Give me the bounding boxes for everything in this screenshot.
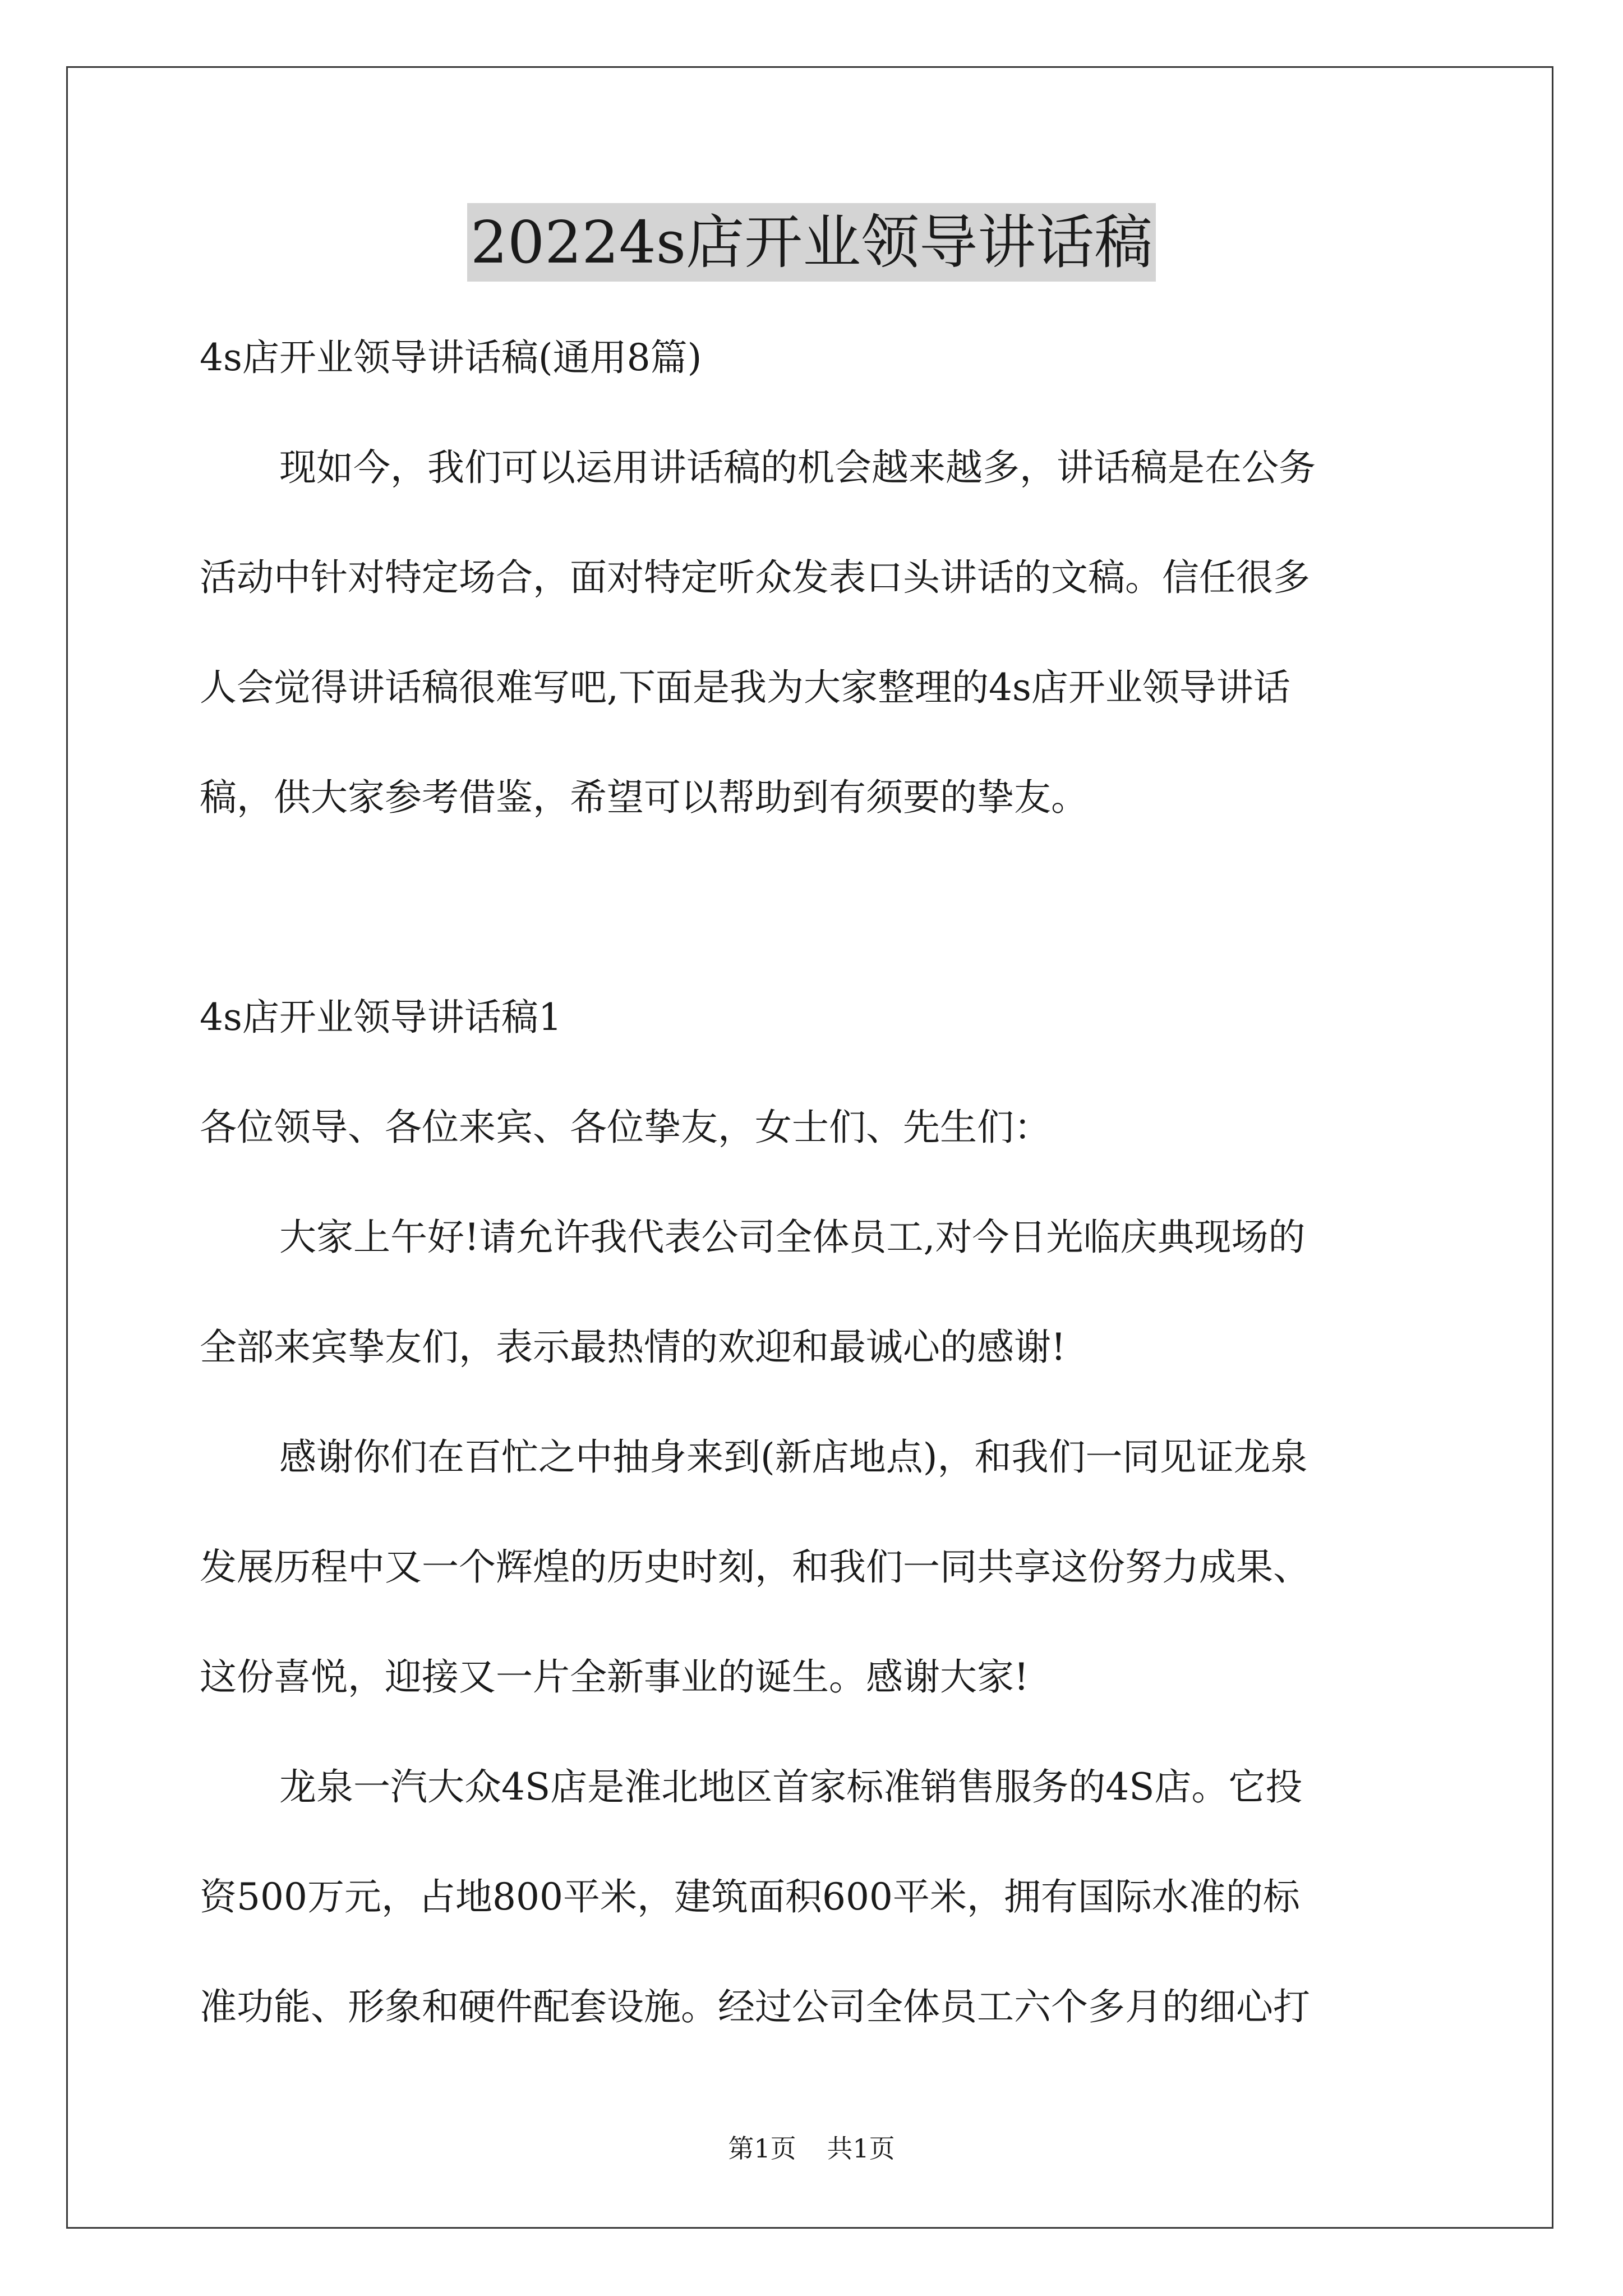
page-footer: [0, 2132, 1623, 2165]
paragraph-line: 这份喜悦，迎接又一片全新事业的诞生。感谢大家!: [200, 1655, 1029, 1699]
intro-line: 现如今，我们可以运用讲话稿的机会越来越多，讲话稿是在公务: [279, 446, 1316, 489]
intro-line: 活动中针对特定场合，面对特定听众发表口头讲话的文稿。信任很多: [200, 556, 1310, 599]
paragraph-line: 大家上午好!请允许我代表公司全体员工,对今日光临庆典现场的: [279, 1216, 1306, 1259]
paragraph-line: 发展历程中又一个辉煌的历史时刻，和我们一同共享这份努力成果、: [200, 1545, 1310, 1589]
paragraph-gap: [200, 853, 1433, 963]
page-number-total: 共1页: [827, 2133, 895, 2164]
greeting-line: 各位领导、各位来宾、各位挚友，女士们、先生们：: [200, 1106, 1051, 1149]
intro-line: 稿，供大家参考借鉴，希望可以帮助到有须要的挚友。: [200, 776, 1088, 819]
paragraph-line: 准功能、形象和硬件配套设施。经过公司全体员工六个多月的细心打: [200, 1985, 1310, 2028]
paragraph-line: 资500万元，占地800平米，建筑面积600平米，拥有国际水准的标: [200, 1875, 1300, 1918]
paragraph-line: 全部来宾挚友们，表示最热情的欢迎和最诚心的感谢!: [200, 1326, 1066, 1369]
paragraph-line: 龙泉一汽大众4S店是淮北地区首家标准销售服务的4S店。它投: [279, 1765, 1303, 1809]
document-subtitle: 4s店开业领导讲话稿(通用8篇): [200, 336, 702, 379]
intro-line: 人会觉得讲话稿很难写吧,下面是我为大家整理的4s店开业领导讲话: [200, 666, 1290, 709]
page-number-current: 第1页: [728, 2133, 796, 2164]
section-heading: 4s店开业领导讲话稿1: [200, 996, 562, 1039]
document-body: [200, 303, 1433, 2062]
title-container: [0, 203, 1623, 282]
document-title: 20224s店开业领导讲话稿: [467, 203, 1156, 282]
paragraph-line: 感谢你们在百忙之中抽身来到(新店地点)，和我们一同见证龙泉: [279, 1435, 1308, 1479]
